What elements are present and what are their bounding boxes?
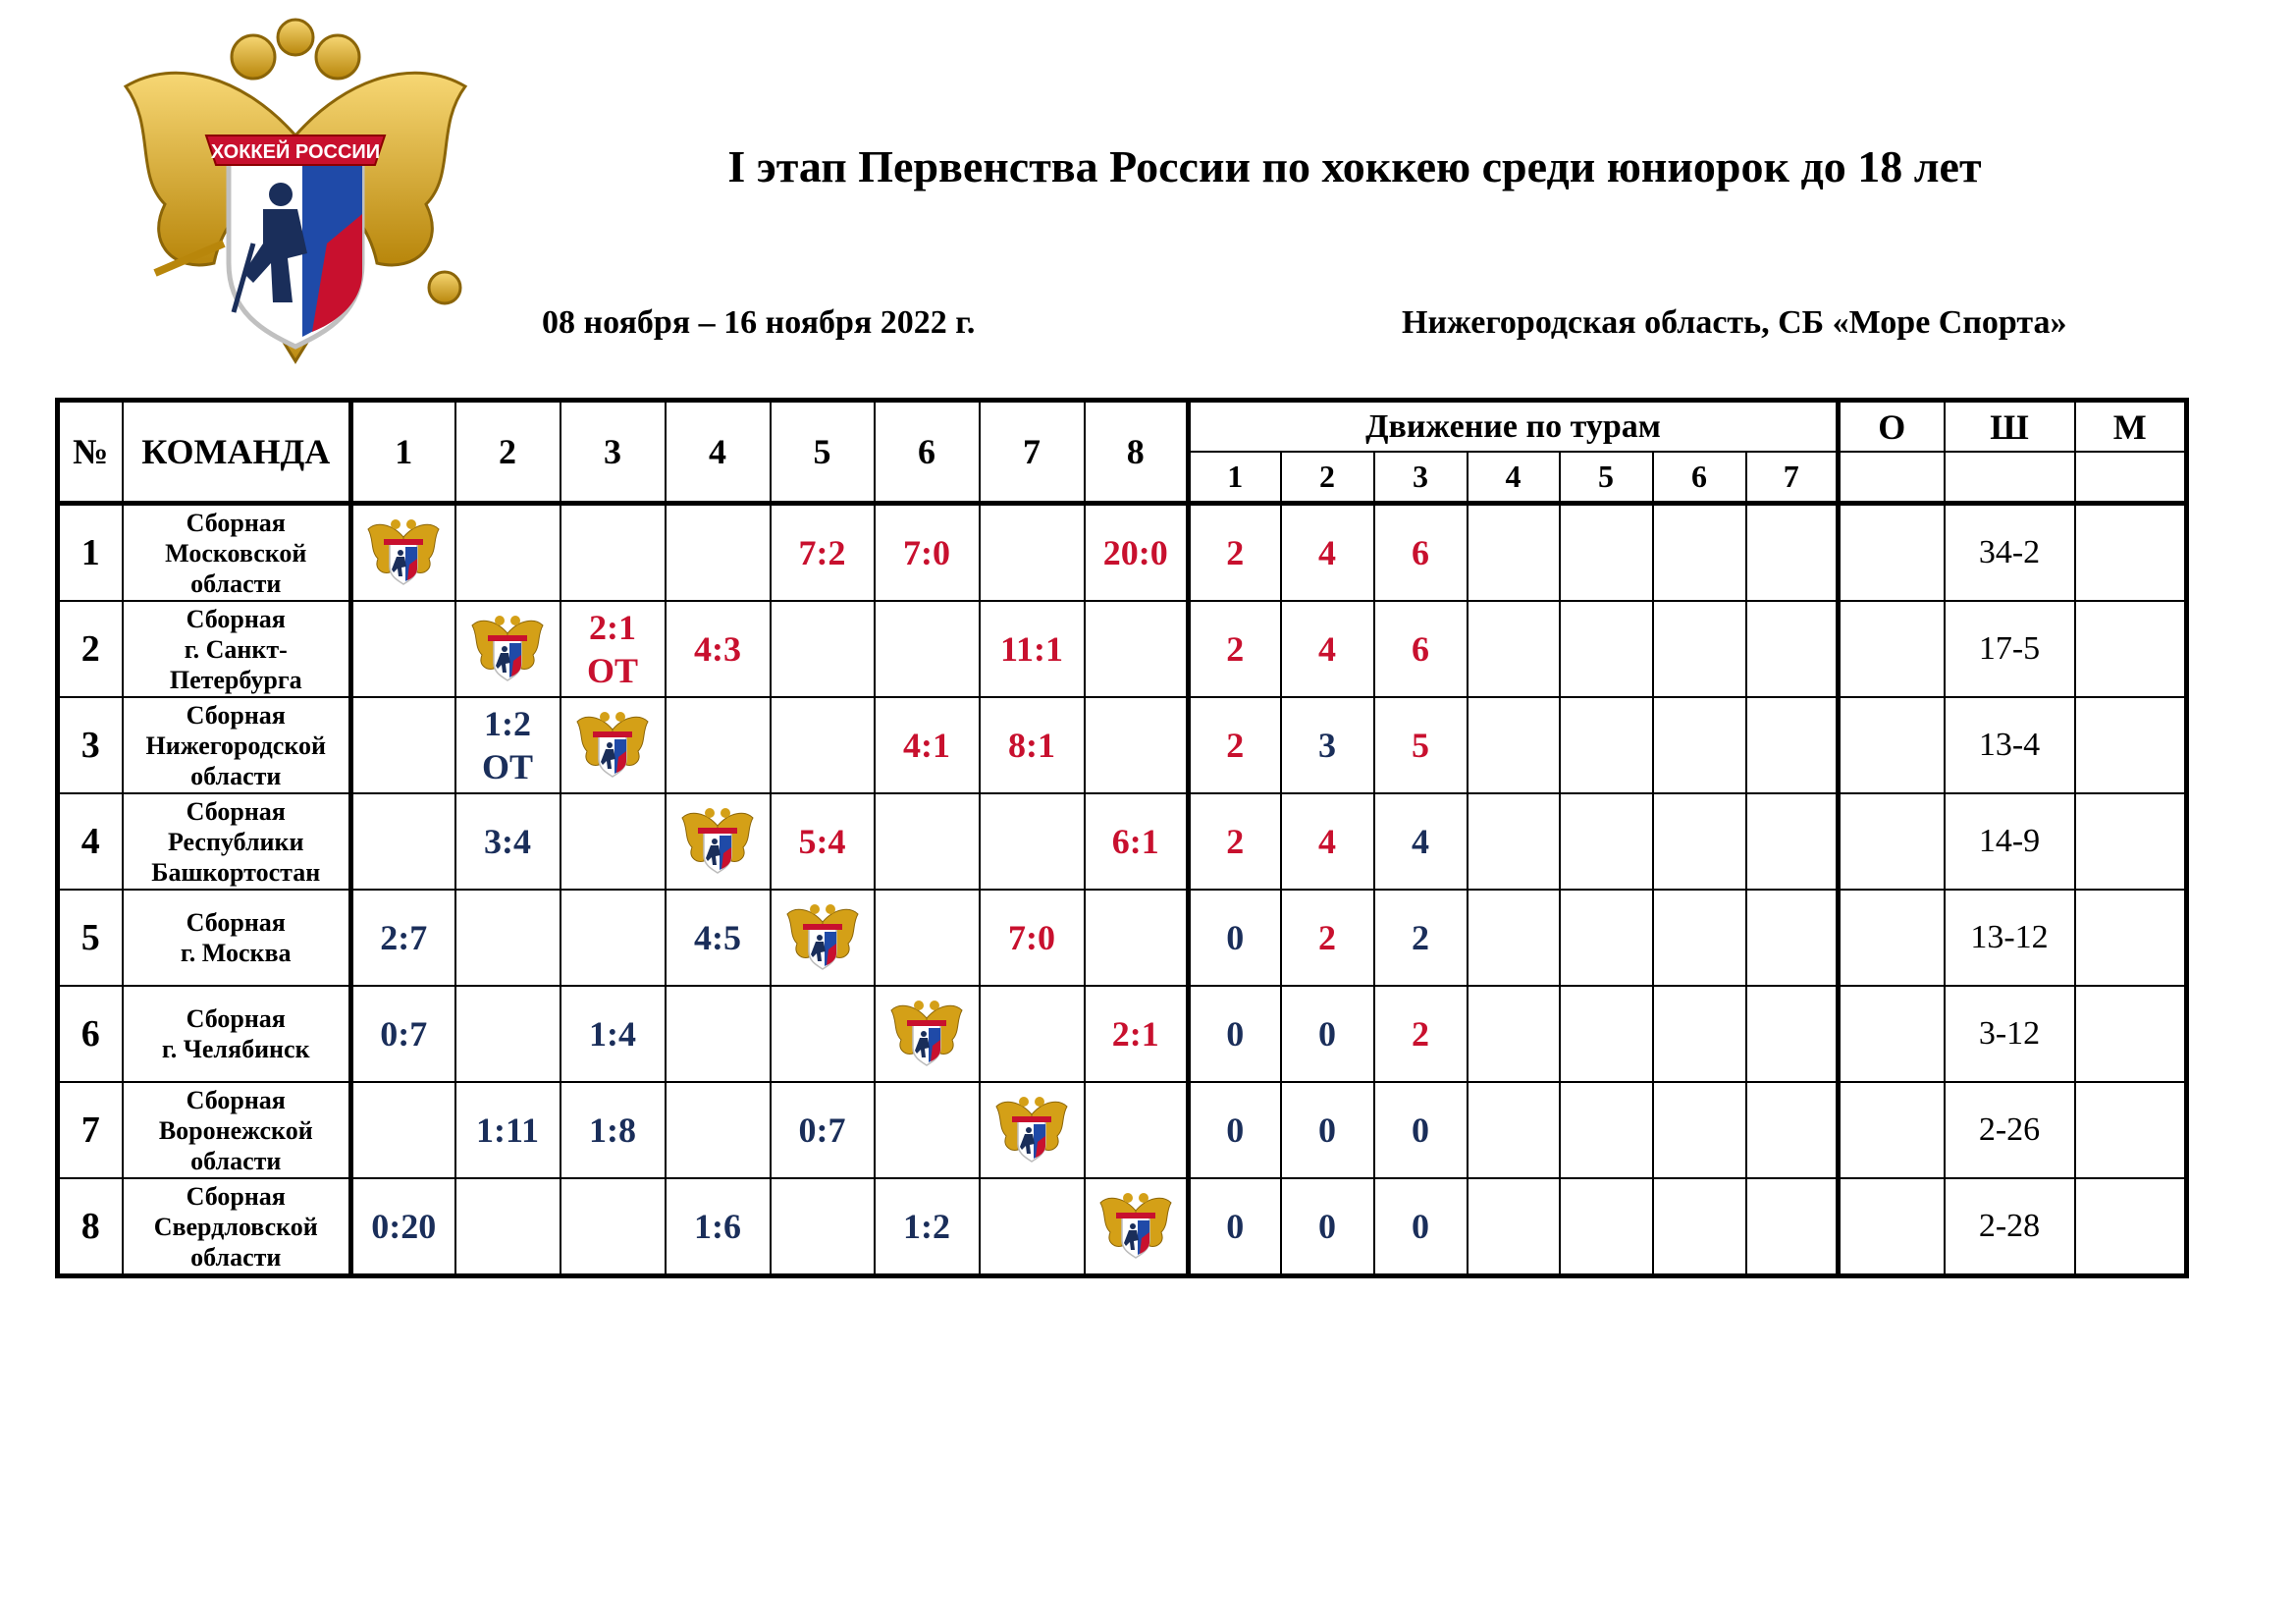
header-tour-5: 5	[1560, 452, 1653, 504]
match-score	[455, 986, 561, 1082]
overtime-mark: ОТ	[586, 651, 638, 690]
header-team: КОМАНДА	[123, 401, 351, 504]
self-match-cell	[875, 986, 980, 1082]
place	[2075, 504, 2187, 602]
tour-points	[1653, 601, 1746, 697]
match-score	[980, 504, 1085, 602]
page-title: I этап Первенства России по хоккею среди юниорок до 18 лет	[727, 141, 1982, 191]
table-row	[58, 697, 2187, 793]
tour-points	[1653, 504, 1746, 602]
team-self-logo-icon	[366, 515, 441, 590]
match-score: 1:8	[561, 1082, 666, 1178]
match-score: 0:7	[771, 1082, 875, 1178]
match-score	[666, 697, 771, 793]
match-score: 1:4	[561, 986, 666, 1082]
tour-points	[1468, 697, 1560, 793]
tour-points	[1746, 793, 1839, 890]
match-score	[980, 986, 1085, 1082]
table-row	[58, 601, 2187, 697]
match-score: 2:1	[1085, 986, 1189, 1082]
goal-difference: 2-28	[1945, 1178, 2075, 1276]
tour-points	[1653, 793, 1746, 890]
event-dates: 08 ноября – 16 ноября 2022 г.	[542, 304, 976, 341]
team-name-line: Воронежской	[158, 1115, 313, 1145]
match-score	[875, 601, 980, 697]
tour-points	[1653, 1178, 1746, 1276]
table-row	[58, 1082, 2187, 1178]
row-number: 7	[58, 1082, 123, 1178]
tour-points	[1746, 504, 1839, 602]
points-total	[1839, 986, 1945, 1082]
self-match-cell	[561, 697, 666, 793]
tour-points: 0	[1189, 1082, 1281, 1178]
tour-points	[1468, 890, 1560, 986]
match-score: 1:2	[875, 1178, 980, 1276]
team-name-line: области	[190, 568, 282, 598]
team-name	[123, 504, 351, 602]
match-score	[980, 793, 1085, 890]
header-tour-7: 7	[1746, 452, 1839, 504]
team-self-logo-icon	[785, 900, 860, 975]
match-score	[561, 504, 666, 602]
match-score	[561, 1178, 666, 1276]
team-name-line: Нижегородской	[145, 731, 326, 760]
team-name-line: Свердловской	[153, 1212, 318, 1241]
match-score	[1085, 890, 1189, 986]
team-name-line: Петербурга	[169, 665, 302, 694]
tour-points: 5	[1374, 697, 1468, 793]
place	[2075, 1178, 2187, 1276]
tour-points: 4	[1281, 793, 1374, 890]
team-self-logo-icon	[575, 708, 650, 783]
team-name	[123, 1178, 351, 1276]
header-tours: Движение по турам	[1189, 401, 1839, 453]
goal-difference: 3-12	[1945, 986, 2075, 1082]
goal-difference: 14-9	[1945, 793, 2075, 890]
match-score	[980, 1178, 1085, 1276]
tour-points	[1560, 1082, 1653, 1178]
match-score: 6:1	[1085, 793, 1189, 890]
match-score: 7:0	[980, 890, 1085, 986]
tour-points	[1468, 504, 1560, 602]
table-row	[58, 793, 2187, 890]
tour-points: 4	[1374, 793, 1468, 890]
header-tour-6: 6	[1653, 452, 1746, 504]
match-score	[351, 601, 455, 697]
place	[2075, 697, 2187, 793]
match-score: 0:20	[351, 1178, 455, 1276]
match-score	[561, 601, 666, 697]
place	[2075, 601, 2187, 697]
tour-points	[1560, 890, 1653, 986]
header-opp-5: 5	[771, 401, 875, 504]
tour-points: 6	[1374, 601, 1468, 697]
score-value: 2:1	[589, 608, 636, 647]
points-total	[1839, 1178, 1945, 1276]
row-number: 4	[58, 793, 123, 890]
team-name-line: Сборная	[186, 1085, 286, 1114]
match-score	[771, 986, 875, 1082]
match-score	[875, 890, 980, 986]
tour-points: 2	[1189, 601, 1281, 697]
header-tour-1: 1	[1189, 452, 1281, 504]
team-name	[123, 890, 351, 986]
tour-points: 2	[1189, 793, 1281, 890]
tour-points: 2	[1189, 504, 1281, 602]
match-score	[351, 1082, 455, 1178]
match-score	[455, 504, 561, 602]
tour-points: 4	[1281, 504, 1374, 602]
tour-points	[1653, 986, 1746, 1082]
header-opp-7: 7	[980, 401, 1085, 504]
match-score	[455, 697, 561, 793]
place	[2075, 890, 2187, 986]
tour-points	[1746, 697, 1839, 793]
match-score: 11:1	[980, 601, 1085, 697]
self-match-cell	[455, 601, 561, 697]
self-match-cell	[666, 793, 771, 890]
table-row	[58, 1178, 2187, 1276]
team-name-line: Сборная	[186, 796, 286, 826]
tour-points: 0	[1281, 1178, 1374, 1276]
points-total	[1839, 601, 1945, 697]
goal-difference: 13-12	[1945, 890, 2075, 986]
tour-points: 0	[1281, 986, 1374, 1082]
team-name-line: Сборная	[186, 1004, 286, 1033]
goal-difference: 17-5	[1945, 601, 2075, 697]
event-venue: Нижегородская область, СБ «Море Спорта»	[1402, 304, 2067, 341]
match-score: 2:7	[351, 890, 455, 986]
team-name-line: Сборная	[186, 1181, 286, 1211]
tour-points: 0	[1189, 986, 1281, 1082]
team-name-line: Сборная	[186, 604, 286, 633]
tour-points	[1468, 1082, 1560, 1178]
match-score	[455, 1178, 561, 1276]
match-score: 20:0	[1085, 504, 1189, 602]
goal-difference: 2-26	[1945, 1082, 2075, 1178]
tour-points	[1746, 1178, 1839, 1276]
row-number: 5	[58, 890, 123, 986]
match-score: 3:4	[455, 793, 561, 890]
points-total	[1839, 697, 1945, 793]
match-score: 1:11	[455, 1082, 561, 1178]
place	[2075, 1082, 2187, 1178]
tour-points: 4	[1281, 601, 1374, 697]
team-self-logo-icon	[680, 804, 755, 879]
points-total	[1839, 793, 1945, 890]
tour-points: 6	[1374, 504, 1468, 602]
tour-points: 2	[1374, 890, 1468, 986]
place	[2075, 986, 2187, 1082]
self-match-cell	[980, 1082, 1085, 1178]
header-m: М	[2075, 401, 2187, 453]
team-name-line: г. Челябинск	[161, 1035, 310, 1063]
team-self-logo-icon	[994, 1093, 1069, 1167]
tour-points: 3	[1281, 697, 1374, 793]
points-total	[1839, 504, 1945, 602]
row-number: 2	[58, 601, 123, 697]
match-score	[666, 986, 771, 1082]
tour-points	[1653, 1082, 1746, 1178]
header-tour-2: 2	[1281, 452, 1374, 504]
match-score	[771, 697, 875, 793]
header-tour-3: 3	[1374, 452, 1468, 504]
match-score: 0:7	[351, 986, 455, 1082]
team-name	[123, 697, 351, 793]
row-number: 3	[58, 697, 123, 793]
tour-points: 2	[1281, 890, 1374, 986]
match-score	[1085, 1082, 1189, 1178]
tour-points	[1468, 793, 1560, 890]
header-opp-1: 1	[351, 401, 455, 504]
match-score	[666, 1082, 771, 1178]
row-number: 1	[58, 504, 123, 602]
table-row	[58, 890, 2187, 986]
standings-table	[55, 398, 2189, 1278]
match-score	[1085, 697, 1189, 793]
header-o-sub	[1839, 452, 1945, 504]
team-name	[123, 986, 351, 1082]
header-tour-4: 4	[1468, 452, 1560, 504]
header-o: О	[1839, 401, 1945, 453]
match-score: 1:6	[666, 1178, 771, 1276]
match-score	[561, 793, 666, 890]
overtime-mark: ОТ	[481, 747, 533, 786]
tour-points: 0	[1189, 1178, 1281, 1276]
team-name-line: Сборная	[186, 908, 286, 937]
header-m-sub	[2075, 452, 2187, 504]
self-match-cell	[771, 890, 875, 986]
team-name-line: области	[190, 761, 282, 790]
team-name-line: области	[190, 1146, 282, 1175]
tour-points	[1560, 793, 1653, 890]
header-opp-8: 8	[1085, 401, 1189, 504]
header-sh-sub	[1945, 452, 2075, 504]
match-score: 5:4	[771, 793, 875, 890]
tour-points	[1746, 890, 1839, 986]
goal-difference: 13-4	[1945, 697, 2075, 793]
tour-points: 0	[1374, 1178, 1468, 1276]
self-match-cell	[1085, 1178, 1189, 1276]
tour-points: 0	[1189, 890, 1281, 986]
team-name	[123, 1082, 351, 1178]
score-value: 1:2	[484, 704, 531, 743]
points-total	[1839, 890, 1945, 986]
tour-points	[1560, 1178, 1653, 1276]
row-number: 8	[58, 1178, 123, 1276]
tour-points	[1468, 986, 1560, 1082]
match-score: 4:3	[666, 601, 771, 697]
hockey-russia-eagle-logo	[116, 18, 475, 371]
team-name-line: Сборная	[186, 700, 286, 730]
match-score	[351, 697, 455, 793]
match-score	[875, 1082, 980, 1178]
tour-points	[1653, 890, 1746, 986]
table-row	[58, 504, 2187, 602]
team-name-line: Республики	[168, 827, 304, 856]
team-name-line: Московской	[165, 538, 307, 568]
points-total	[1839, 1082, 1945, 1178]
tour-points	[1468, 1178, 1560, 1276]
goal-difference: 34-2	[1945, 504, 2075, 602]
tour-points: 0	[1281, 1082, 1374, 1178]
tour-points	[1746, 986, 1839, 1082]
tour-points	[1746, 601, 1839, 697]
place	[2075, 793, 2187, 890]
tour-points	[1653, 697, 1746, 793]
match-score	[1085, 601, 1189, 697]
match-score	[561, 890, 666, 986]
team-self-logo-icon	[889, 997, 964, 1071]
logo-text: ХОККЕЙ РОССИИ	[210, 141, 381, 163]
team-name-line: Сборная	[186, 508, 286, 537]
team-self-logo-icon	[1098, 1189, 1173, 1264]
header-opp-6: 6	[875, 401, 980, 504]
tour-points	[1468, 601, 1560, 697]
match-score	[455, 890, 561, 986]
match-score: 8:1	[980, 697, 1085, 793]
self-match-cell	[351, 504, 455, 602]
table-row	[58, 986, 2187, 1082]
tour-points	[1560, 504, 1653, 602]
match-score	[666, 504, 771, 602]
team-name-line: области	[190, 1242, 282, 1272]
match-score: 7:0	[875, 504, 980, 602]
team-name	[123, 793, 351, 890]
tour-points	[1560, 601, 1653, 697]
tour-points: 0	[1374, 1082, 1468, 1178]
tour-points: 2	[1189, 697, 1281, 793]
header-opp-3: 3	[561, 401, 666, 504]
row-number: 6	[58, 986, 123, 1082]
tour-points	[1746, 1082, 1839, 1178]
header-opp-4: 4	[666, 401, 771, 504]
team-name-line: г. Москва	[180, 939, 292, 967]
header-sh: Ш	[1945, 401, 2075, 453]
tour-points: 2	[1374, 986, 1468, 1082]
team-name-line: Башкортостан	[151, 857, 321, 887]
match-score	[771, 1178, 875, 1276]
team-self-logo-icon	[470, 612, 545, 686]
match-score: 7:2	[771, 504, 875, 602]
match-score	[351, 793, 455, 890]
header-num: №	[58, 401, 123, 504]
tour-points	[1560, 986, 1653, 1082]
match-score	[771, 601, 875, 697]
match-score: 4:5	[666, 890, 771, 986]
team-name-line: г. Санкт-	[184, 634, 288, 664]
header-opp-2: 2	[455, 401, 561, 504]
match-score	[875, 793, 980, 890]
match-score: 4:1	[875, 697, 980, 793]
team-name	[123, 601, 351, 697]
tour-points	[1560, 697, 1653, 793]
